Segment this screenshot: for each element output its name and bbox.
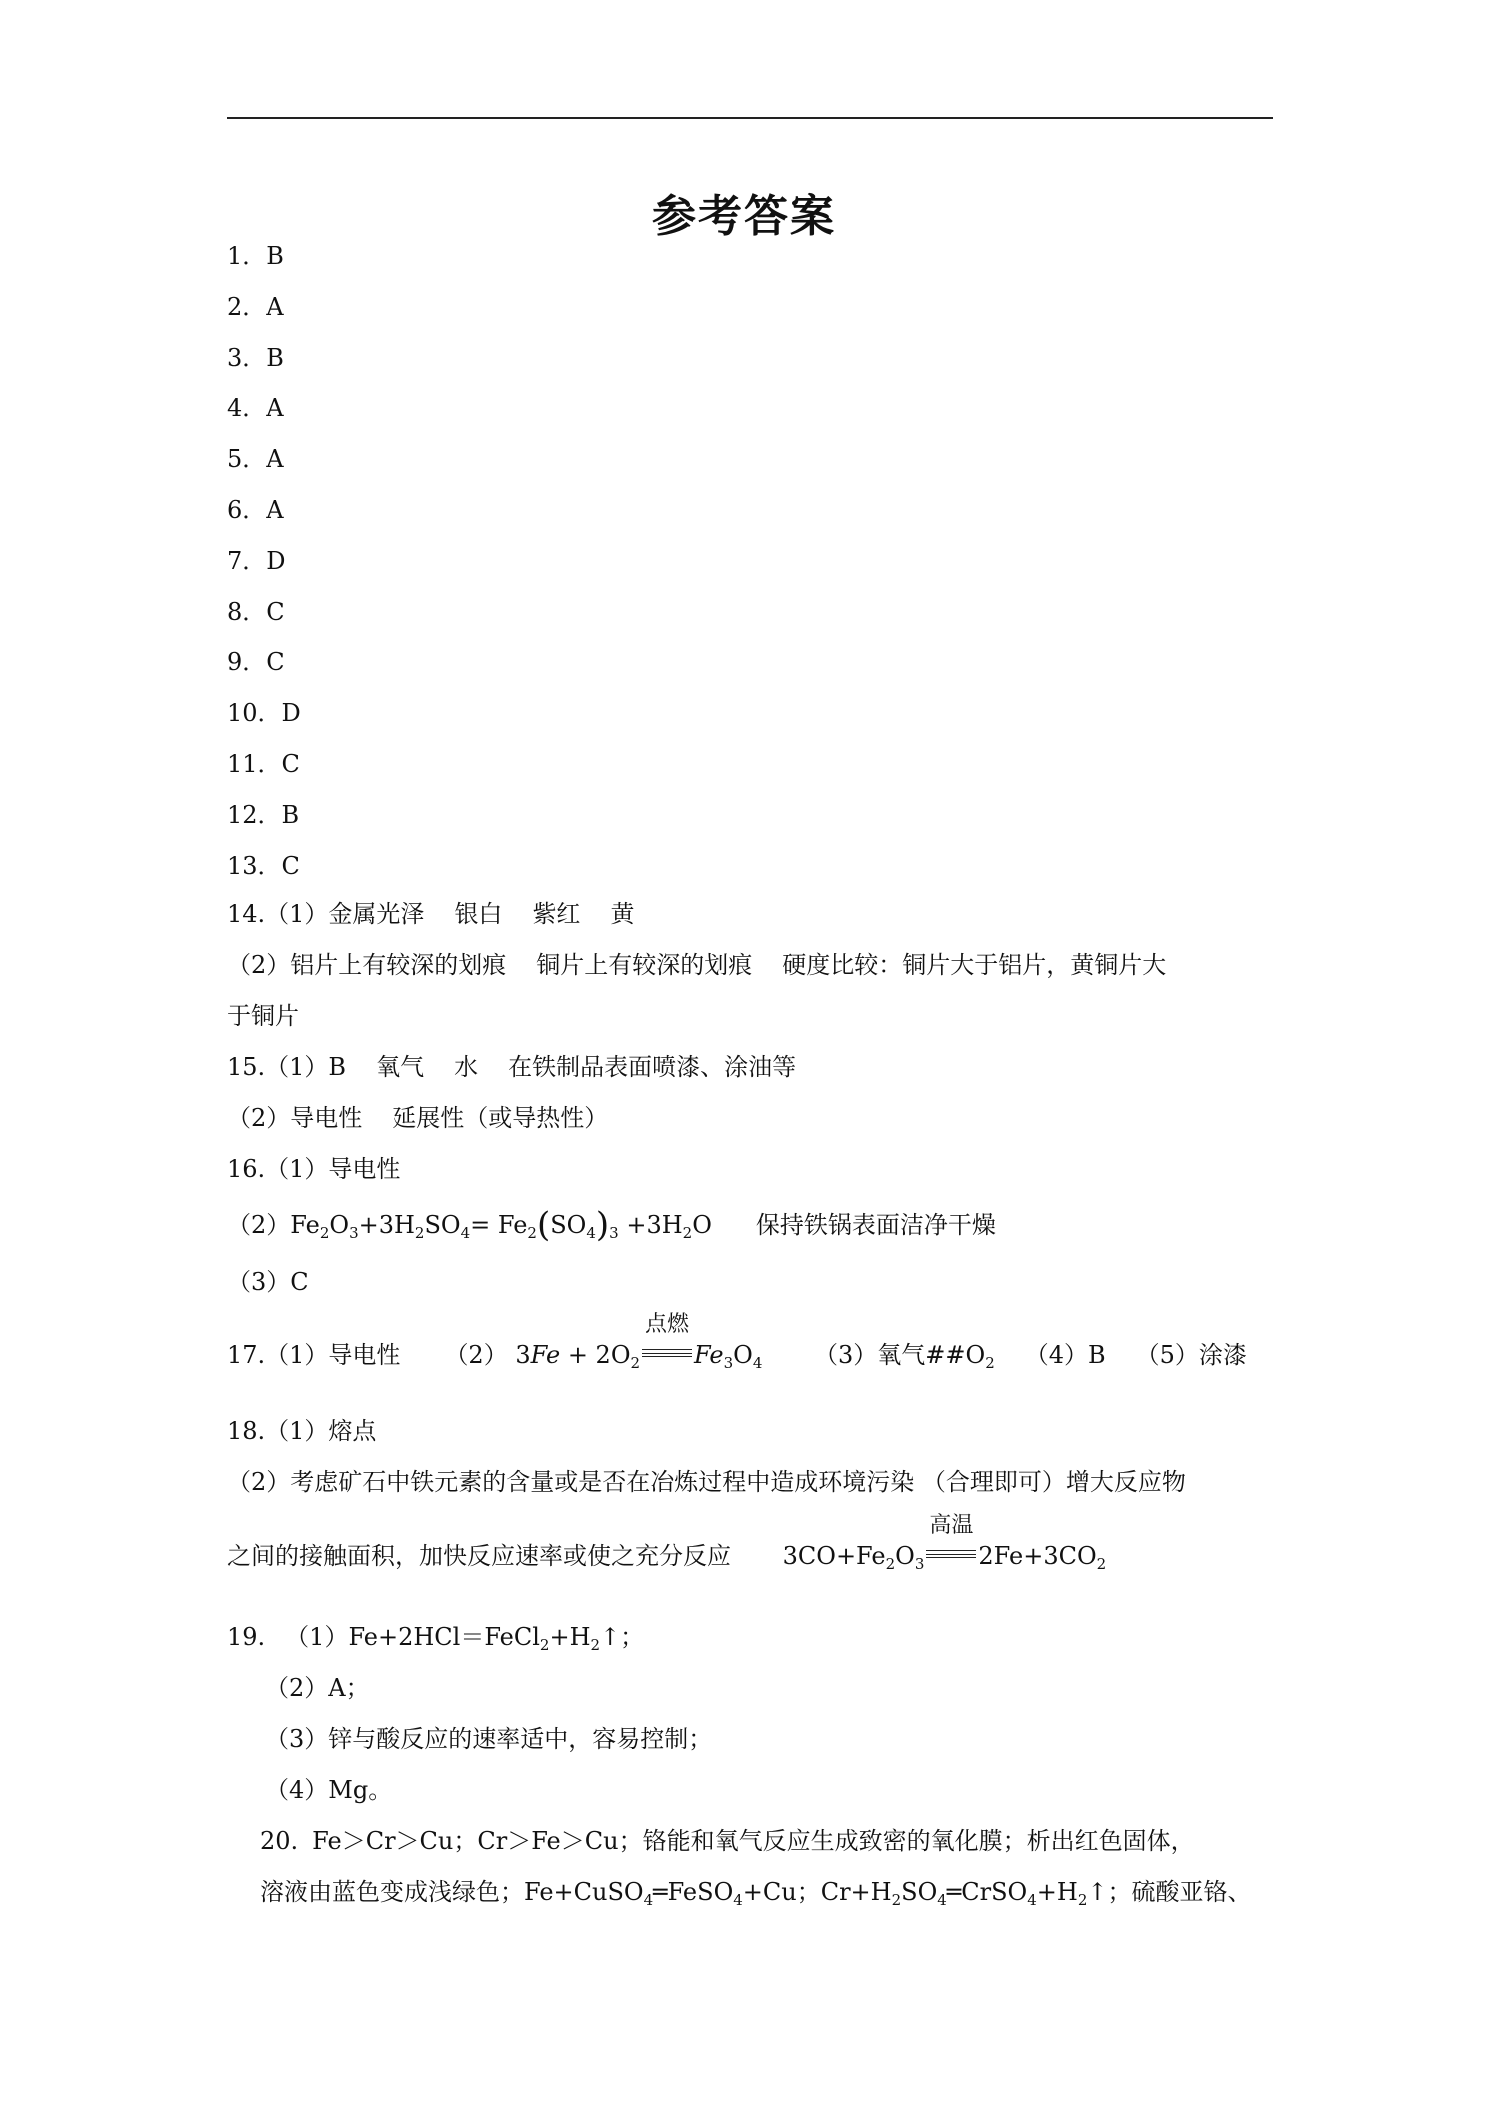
q18-part2-line1: （2）考虑矿石中铁元素的含量或是否在冶炼过程中造成环境污染 （合理即可）增大反应物 bbox=[227, 1468, 1186, 1496]
answer-choice: C bbox=[266, 648, 285, 677]
q15-part1: 15.（1）B 氧气 水 在铁制品表面喷漆、涂油等 bbox=[227, 1053, 797, 1081]
q17-line: 17.（1）导电性 （2） $3Fe + 2O_2$ 点燃 $Fe_3O_4$ （3）氧气$\#\#O_2$ （4）B （5）涂漆 bbox=[227, 1312, 1247, 1372]
answer-item bbox=[227, 597, 285, 627]
header-rule bbox=[227, 117, 1273, 119]
answer-number: 9． bbox=[227, 648, 267, 677]
answer-choice: C bbox=[281, 750, 300, 778]
q17-equation: $3Fe + 2O_2$ 点燃 $Fe_3O_4$ bbox=[515, 1312, 763, 1372]
answer-choice: D bbox=[266, 546, 286, 575]
q18-part2-line2: 之间的接触面积，加快反应速率或使之充分反应 $3CO+Fe_2O_3$ 高温 $2Fe+3CO_2$ bbox=[227, 1513, 1107, 1573]
answer-choice: D bbox=[281, 699, 301, 728]
answer-item bbox=[227, 292, 284, 322]
answer-choice: A bbox=[266, 292, 284, 321]
answer-item bbox=[227, 851, 300, 881]
answer-number: 13． bbox=[227, 851, 282, 880]
q14-part2: （2）铝片上有较深的划痕 铜片上有较深的划痕 硬度比较：铜片大于铝片，黄铜片大 bbox=[227, 951, 1167, 979]
answer-number: 5． bbox=[227, 445, 267, 474]
answer-number: 2． bbox=[227, 292, 267, 321]
answer-number: 1． bbox=[227, 242, 267, 270]
answer-choice: B bbox=[266, 343, 284, 372]
answer-choice: C bbox=[281, 851, 300, 880]
answer-choice: C bbox=[266, 597, 285, 626]
answer-item bbox=[227, 495, 284, 525]
answer-number: 6． bbox=[227, 496, 267, 524]
page-title: 参考答案 bbox=[652, 191, 836, 242]
q20-line2: 溶液由蓝色变成浅绿色；Fe+CuSO$_4$═FeSO$_4$+Cu；$Cr+H_2SO_4═CrSO_4+H_2↑$；硫酸亚铬、 bbox=[260, 1878, 1252, 1909]
answer-item bbox=[227, 343, 284, 373]
q19-part3: （3）锌与酸反应的速率适中，容易控制； bbox=[265, 1725, 713, 1753]
q16-equation: $Fe_2O_3+3H_2SO_4= Fe_2(SO_4)_3 +3H_2O$ bbox=[290, 1205, 712, 1245]
q14-part2-cont: 于铜片 bbox=[227, 1002, 299, 1030]
answer-item bbox=[227, 546, 286, 576]
answer-number: 3． bbox=[227, 343, 267, 372]
q20-line1: 20. Fe＞Cr＞Cu；Cr＞Fe＞Cu；铬能和氧气反应生成致密的氧化膜；析出红色固体， bbox=[260, 1827, 1195, 1855]
q17-condition: 点燃 bbox=[645, 1312, 690, 1337]
answer-choice: B bbox=[266, 242, 284, 270]
answer-item bbox=[227, 800, 299, 830]
answer-number: 4． bbox=[227, 394, 267, 423]
answer-number: 7． bbox=[227, 546, 267, 575]
answer-number: 11． bbox=[227, 750, 282, 778]
q16-part1: 16.（1）导电性 bbox=[227, 1155, 401, 1183]
answer-number: 12． bbox=[227, 800, 282, 829]
answer-item bbox=[227, 647, 285, 677]
q18-part1: 18.（1）熔点 bbox=[227, 1417, 377, 1445]
answer-choice: A bbox=[266, 394, 284, 423]
answer-item bbox=[227, 393, 284, 423]
q19-part1: 19. $(1)Fe+2HCl=FeCl_2+H_2↑$； bbox=[227, 1623, 645, 1654]
answer-item bbox=[227, 698, 301, 728]
answer-number: 8． bbox=[227, 597, 267, 626]
answer-choice: A bbox=[266, 496, 284, 524]
answer-number: 10． bbox=[227, 699, 282, 728]
answer-choice: B bbox=[281, 800, 300, 829]
answer-choice: A bbox=[266, 445, 284, 474]
q16-part3: （3）C bbox=[227, 1268, 309, 1296]
q19-part2: （2）A； bbox=[265, 1674, 370, 1702]
q14-part1: 14.（1）金属光泽 银白 紫红 黄 bbox=[227, 900, 635, 928]
q15-part2: （2）导电性 延展性（或导热性） bbox=[227, 1104, 609, 1132]
q16-part2: $(2)Fe_2O_3+3H_2SO_4= Fe_2(SO_4)_3 +3H_2O$ 保持铁锅表面洁净干燥 bbox=[227, 1205, 996, 1245]
q18-condition: 高温 bbox=[929, 1513, 974, 1538]
answer-item bbox=[227, 241, 284, 271]
answer-item bbox=[227, 749, 300, 779]
answer-item bbox=[227, 444, 284, 474]
q18-equation: $3CO+Fe_2O_3$ 高温 $2Fe+3CO_2$ bbox=[782, 1513, 1107, 1573]
q19-part4: （4）Mg。 bbox=[265, 1776, 393, 1804]
